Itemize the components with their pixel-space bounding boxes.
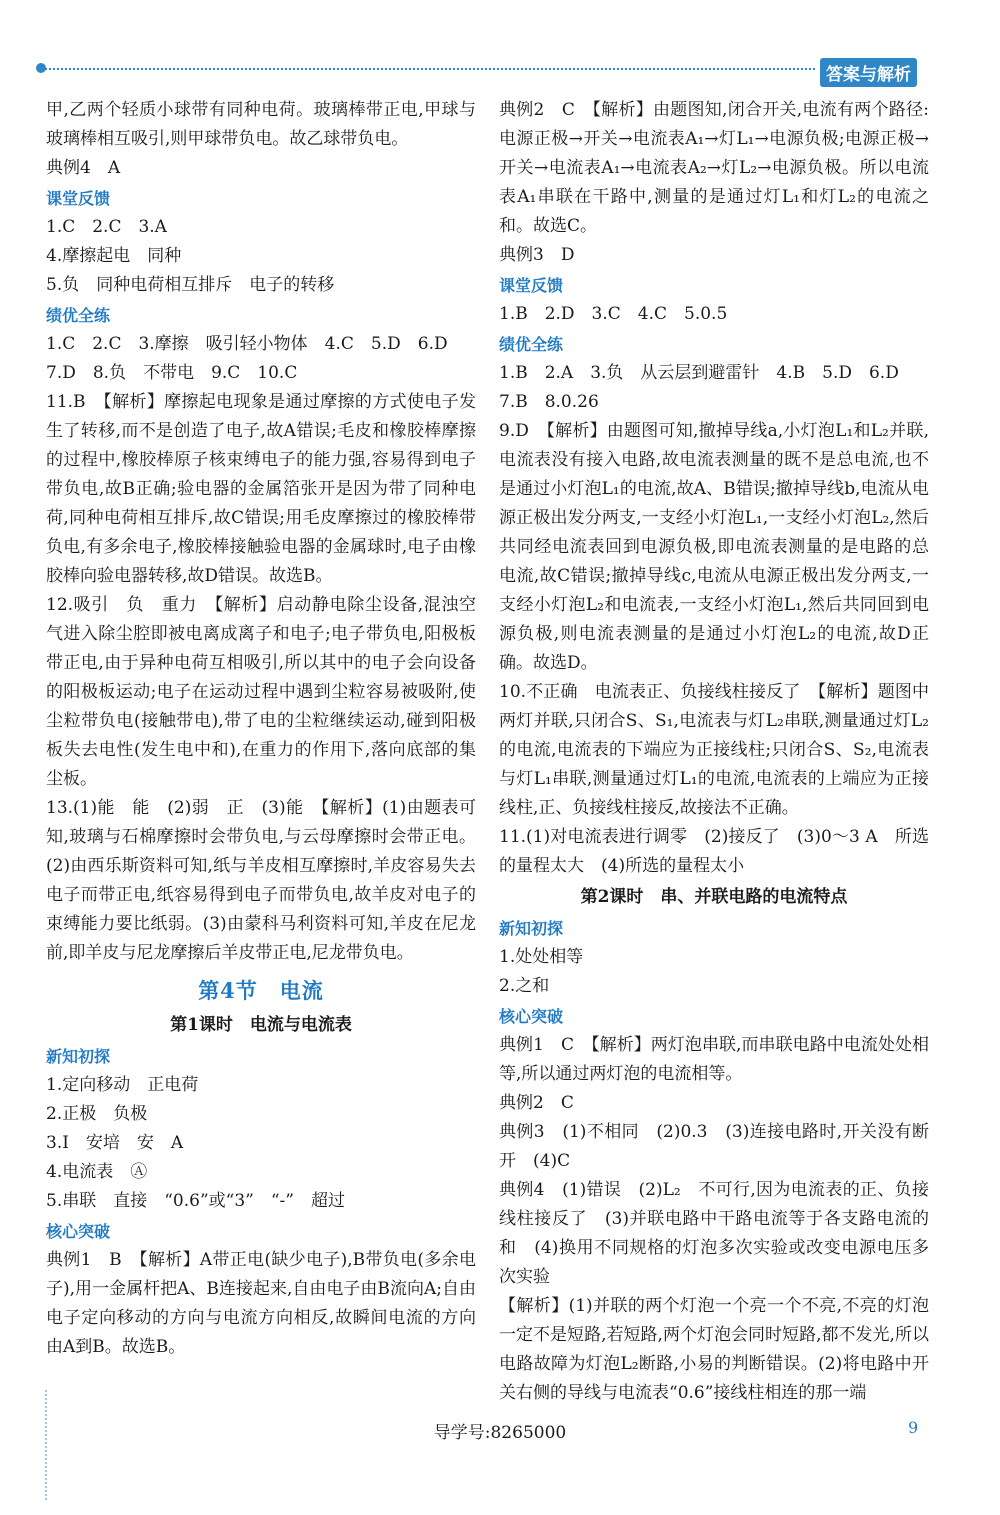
right-lesson-title: 第2课时 串、并联电路的电流特点 xyxy=(580,887,848,907)
right-column xyxy=(499,96,929,1408)
right-answer-text: 【解析】(1)并联的两个灯泡一个亮一个不亮,不亮的灯泡一定不是短路,若短路,两个灯泡会同时短路,都不发光,所以电路故障为灯泡L₂断路,小易的判断错误。(2)将电路中开关右侧的导线与电流表“0.6”接线柱相连的那一端 xyxy=(499,1296,929,1403)
left-section-heading: 新知初探 xyxy=(46,1047,111,1066)
left-answer-text: 2.正极 负极 xyxy=(46,1104,148,1124)
right-answer-text: 典例3 D xyxy=(499,245,575,265)
right-answer-text: 11.(1)对电流表进行调零 (2)接反了 (3)0～3 A 所选的量程太大 (4)所选的量程太小 xyxy=(499,827,929,876)
left-answer-text: 4.电流表 Ⓐ xyxy=(46,1162,148,1182)
left-answer-text: 13.(1)能 能 (2)弱 正 (3)能 【解析】(1)由题表可知,玻璃与石棉摩擦时会带负电,与云母摩擦时会带正电。(2)由西乐斯资料可知,纸与羊皮相互摩擦时,羊皮容易失去电子而带正电,纸容易得到电子而带负电,故羊皮对电子的束缚能力要比纸弱。(3)由蒙科马利资料可知,羊皮在尼龙前,即羊皮与尼龙摩擦后羊皮带正电,尼龙带负电。 xyxy=(46,798,476,963)
left-column xyxy=(46,96,476,1362)
guide-number: 导学号:8265000 xyxy=(433,1423,567,1443)
right-answer-text: 典例3 (1)不相同 (2)0.3 (3)连接电路时,开关没有断开 (4)C xyxy=(499,1122,929,1171)
right-answer-text: 2.之和 xyxy=(499,976,550,996)
right-section-heading: 新知初探 xyxy=(499,919,564,938)
right-answer-text: 1.B 2.A 3.负 从云层到避雷针 4.B 5.D 6.D xyxy=(499,363,899,383)
right-section-heading: 绩优全练 xyxy=(499,335,564,354)
left-answer-text: 1.C 2.C 3.摩擦 吸引轻小物体 4.C 5.D 6.D xyxy=(46,334,448,354)
left-answer-text: 典例1 B 【解析】A带正电(缺少电子),B带负电(多余电子),用一金属杆把A、B连接起来,自由电子由B流向A;自由电子定向移动的方向与电流方向相反,故瞬间电流的方向由A到B。故选B。 xyxy=(46,1250,476,1357)
right-section-heading: 核心突破 xyxy=(499,1007,564,1026)
right-answer-text: 7.B 8.0.26 xyxy=(499,392,599,412)
left-answer-text: 12.吸引 负 重力 【解析】启动静电除尘设备,混浊空气进入除尘腔即被电离成离子和电子;电子带负电,阳极板带正电,由于异种电荷互相吸引,所以其中的电子会向设备的阳极板运动;电子在运动过程中遇到尘粒容易被吸附,使尘粒带负电(接触带电),带了电的尘粒继续运动,碰到阳极板失去电性(发生电中和),在重力的作用下,落向底部的集尘板。 xyxy=(46,595,476,789)
right-answer-text: 1.处处相等 xyxy=(499,947,584,967)
right-section-heading: 课堂反馈 xyxy=(499,276,564,295)
left-answer-text: 3.I 安培 安 A xyxy=(46,1133,184,1153)
right-answer-text: 9.D 【解析】由题图可知,撤掉导线a,小灯泡L₁和L₂并联,电流表没有接入电路,故电流表测量的既不是总电流,也不是通过小灯泡L₁的电流,故A、B错误;撤掉导线b,电流从电源正极出发分两支,一支经小灯泡L₁,一支经小灯泡L₂,然后共同经电流表回到电源负极,即电流表测量的是电路的总电流,故C错误;撤掉导线c,电流从电源正极出发分两支,一支经小灯泡L₂和电流表,一支经小灯泡L₁,然后共同回到电源负极,则电流表测量的是通过小灯泡L₂的电流,故D正确。故选D。 xyxy=(499,421,929,673)
left-answer-text: 7.D 8.负 不带电 9.C 10.C xyxy=(46,363,298,383)
header-dotted-rule xyxy=(45,68,815,70)
right-answer-text: 典例2 C 【解析】由题图知,闭合开关,电流有两个路径:电源正极→开关→电流表A₁→灯L₁→电源负极;电源正极→开关→电流表A₁→电流表A₂→灯L₂→电源负极。所以电流表A₁串联在干路中,测量的是通过灯L₁和灯L₂的电流之和。故选C。 xyxy=(499,100,929,236)
right-answer-text: 典例4 (1)错误 (2)L₂ 不可行,因为电流表的正、负接线柱接反了 (3)并联电路中干路电流等于各支路电流的和 (4)换用不同规格的灯泡多次实验或改变电源电压多次实验 xyxy=(499,1180,929,1287)
left-answer-text: 4.摩擦起电 同种 xyxy=(46,246,182,266)
right-answer-text: 1.B 2.D 3.C 4.C 5.0.5 xyxy=(499,304,728,324)
page-number: 9 xyxy=(908,1418,919,1437)
right-answer-text: 10.不正确 电流表正、负接线柱接反了 【解析】题图中两灯并联,只闭合S、S₁,电流表与灯L₂串联,测量通过灯L₂的电流,电流表的下端应为正接线柱;只闭合S、S₂,电流表与灯L₁串联,测量通过灯L₁的电流,电流表的上端应为正接线柱,正、负接线柱接反,故接法不正确。 xyxy=(499,682,929,818)
right-answer-text: 典例2 C xyxy=(499,1093,574,1113)
left-answer-text: 5.负 同种电荷相互排斥 电子的转移 xyxy=(46,275,335,295)
left-answer-text: 甲,乙两个轻质小球带有同种电荷。玻璃棒带正电,甲球与玻璃棒相互吸引,则甲球带负电。故乙球带负电。 xyxy=(46,100,476,149)
left-answer-text: 典例4 A xyxy=(46,158,121,178)
margin-dotted-rule xyxy=(45,1390,47,1500)
left-section-heading: 绩优全练 xyxy=(46,306,111,325)
left-answer-text: 5.串联 直接 “0.6”或“3” “-” 超过 xyxy=(46,1191,345,1211)
left-chapter-title: 第4节 电流 xyxy=(198,978,324,1003)
left-answer-text: 11.B 【解析】摩擦起电现象是通过摩擦的方式使电子发生了转移,而不是创造了电子,故A错误;毛皮和橡胶棒摩擦的过程中,橡胶棒原子核束缚电子的能力强,容易得到电子带负电,故B正确;验电器的金属箔张开是因为带了同种电荷,同种电荷相互排斥,故C错误;用毛皮摩擦过的橡胶棒带负电,有多余电子,橡胶棒接触验电器的金属球时,电子由橡胶棒向验电器转移,故D错误。故选B。 xyxy=(46,392,476,586)
left-lesson-title: 第1课时 电流与电流表 xyxy=(170,1015,352,1035)
left-section-heading: 课堂反馈 xyxy=(46,189,111,208)
header-badge: 答案与解析 xyxy=(820,58,917,87)
left-answer-text: 1.定向移动 正电荷 xyxy=(46,1075,199,1095)
left-answer-text: 1.C 2.C 3.A xyxy=(46,217,167,237)
right-answer-text: 典例1 C 【解析】两灯泡串联,而串联电路中电流处处相等,所以通过两灯泡的电流相等。 xyxy=(499,1035,929,1084)
left-section-heading: 核心突破 xyxy=(46,1222,111,1241)
page-header xyxy=(0,0,1000,110)
